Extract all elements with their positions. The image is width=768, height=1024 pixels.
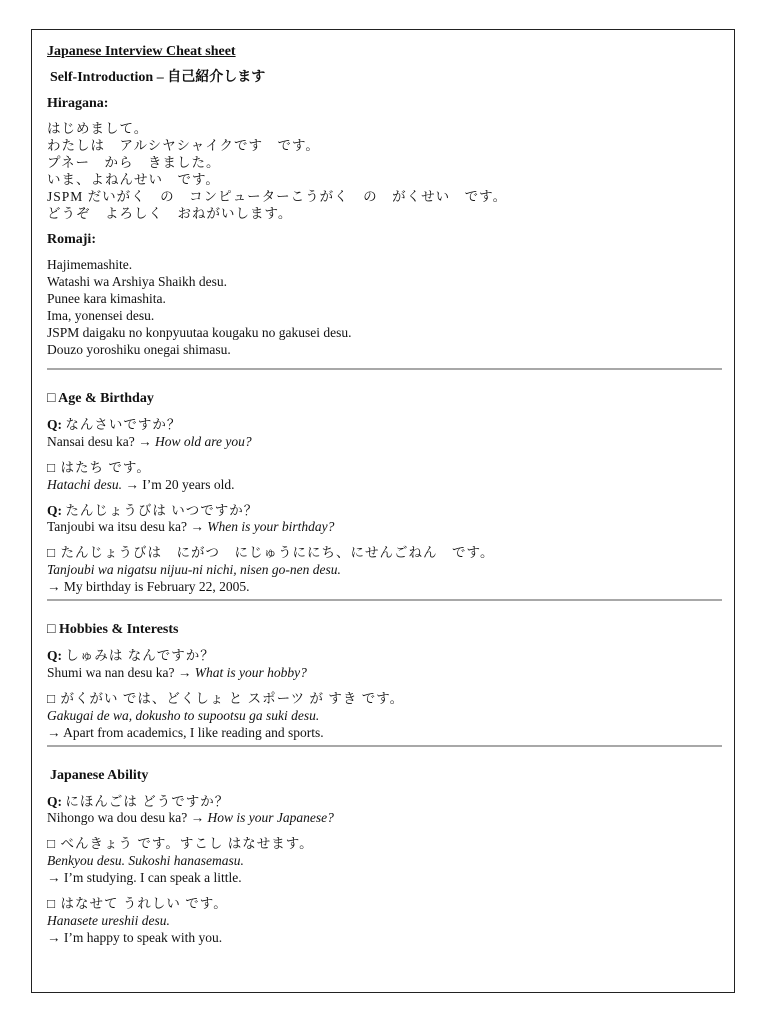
arrow-icon: → xyxy=(47,579,61,595)
age-birthday-heading: □ Age & Birthday xyxy=(47,390,154,406)
ability-answer-1 xyxy=(47,836,722,887)
arrow-icon: → xyxy=(190,519,204,535)
hobbies-heading: □ Hobbies & Interests xyxy=(47,622,179,638)
hiragana-line: プネー から きました。 xyxy=(47,154,221,170)
romaji-line: Hajimemashite. xyxy=(47,257,133,273)
ability-answer-2 xyxy=(47,896,722,947)
arrow-icon: → xyxy=(177,664,192,680)
question-romaji: Tanjoubi wa itsu desu ka? xyxy=(47,519,188,535)
answer-english: Apart from academics, I like reading and sports. xyxy=(63,724,324,740)
question-english: How old are you? xyxy=(154,433,252,449)
answer-romaji: Tanjoubi wa nigatsu nijuu-ni nichi, nisen go-nen desu. xyxy=(47,562,341,578)
hiragana-line: JSPM だいがく の コンピューターこうがく の がくせい です。 xyxy=(47,188,508,204)
ability-question xyxy=(47,794,722,828)
answer-japanese: □ べんきょう です。すこし はなせます。 xyxy=(47,836,314,852)
romaji-line: Punee kara kimashita. xyxy=(47,291,166,307)
question-label: Q: xyxy=(47,416,62,432)
answer-romaji: Hanasete ureshii desu. xyxy=(47,913,170,928)
answer-english: I’m happy to speak with you. xyxy=(63,929,223,945)
arrow-icon: → xyxy=(47,724,61,740)
question-english: What is your hobby? xyxy=(194,664,307,680)
answer-english: I’m studying. I can speak a little. xyxy=(63,870,242,886)
question-label: Q: xyxy=(47,793,62,809)
birthday-question xyxy=(47,503,722,537)
question-romaji: Nansai desu ka? xyxy=(47,433,135,449)
romaji-line: Watashi wa Arshiya Shaikh desu. xyxy=(47,274,228,290)
birthday-answer xyxy=(47,545,722,596)
question-japanese: なんさいですか？ xyxy=(65,416,182,432)
hobby-question xyxy=(47,648,722,682)
answer-japanese: □ たんじょうびは にがつ にじゅうににち、にせんごねん です。 xyxy=(47,545,495,561)
hiragana-line: はじめまして。 xyxy=(47,121,149,136)
romaji-lines xyxy=(47,257,722,358)
question-japanese: にほんごは どうですか？ xyxy=(65,793,230,809)
age-answer xyxy=(47,460,722,494)
hiragana-line: わたしは アルシヤシャイクです です。 xyxy=(47,137,320,153)
document-content xyxy=(47,43,722,956)
answer-japanese: □ はたち です。 xyxy=(47,459,151,475)
section-divider xyxy=(47,599,722,601)
section-divider xyxy=(47,368,722,370)
hiragana-line: いま、よねんせい です。 xyxy=(47,171,220,187)
document-title: Japanese Interview Cheat sheet xyxy=(47,44,236,59)
document-page xyxy=(31,29,735,993)
question-japanese: たんじょうびは いつですか？ xyxy=(65,502,259,518)
question-english: How is your Japanese? xyxy=(207,810,334,826)
arrow-icon: → xyxy=(125,476,139,492)
romaji-line: JSPM daigaku no konpyuutaa kougaku no gakusei desu. xyxy=(47,325,352,341)
arrow-icon: → xyxy=(138,433,152,449)
question-label: Q: xyxy=(47,502,62,518)
answer-japanese: □ がくがい では、どくしょ と スポーツ が すき です。 xyxy=(47,690,405,706)
romaji-label: Romaji: xyxy=(47,232,96,248)
answer-romaji: Hatachi desu. xyxy=(47,476,122,492)
question-japanese: しゅみは なんですか？ xyxy=(65,648,215,664)
hiragana-line: どうぞ よろしく おねがいします。 xyxy=(47,205,293,221)
answer-english: My birthday is February 22, 2005. xyxy=(63,579,250,595)
arrow-icon: → xyxy=(190,810,205,826)
section-divider xyxy=(47,745,722,747)
answer-romaji: Benkyou desu. Sukoshi hanasemasu. xyxy=(47,853,244,869)
question-romaji: Shumi wa nan desu ka? xyxy=(47,664,175,680)
question-romaji: Nihongo wa dou desu ka? xyxy=(47,810,188,826)
question-label: Q: xyxy=(47,648,62,664)
answer-romaji: Gakugai de wa, dokusho to supootsu ga suki desu. xyxy=(47,707,320,723)
answer-japanese: □ はなせて うれしい です。 xyxy=(47,896,228,912)
arrow-icon: → xyxy=(47,870,61,886)
self-intro-heading: Self-Introduction – 自己紹介します xyxy=(50,70,266,85)
question-english: When is your birthday? xyxy=(207,519,335,535)
answer-english: I’m 20 years old. xyxy=(142,476,235,492)
arrow-icon: → xyxy=(47,929,61,945)
romaji-line: Ima, yonensei desu. xyxy=(47,308,155,324)
romaji-line: Douzo yoroshiku onegai shimasu. xyxy=(47,341,231,357)
age-question xyxy=(47,417,722,451)
hobby-answer xyxy=(47,691,722,742)
hiragana-lines xyxy=(47,121,722,222)
japanese-ability-heading: Japanese Ability xyxy=(50,767,149,783)
hiragana-label: Hiragana: xyxy=(47,96,109,111)
